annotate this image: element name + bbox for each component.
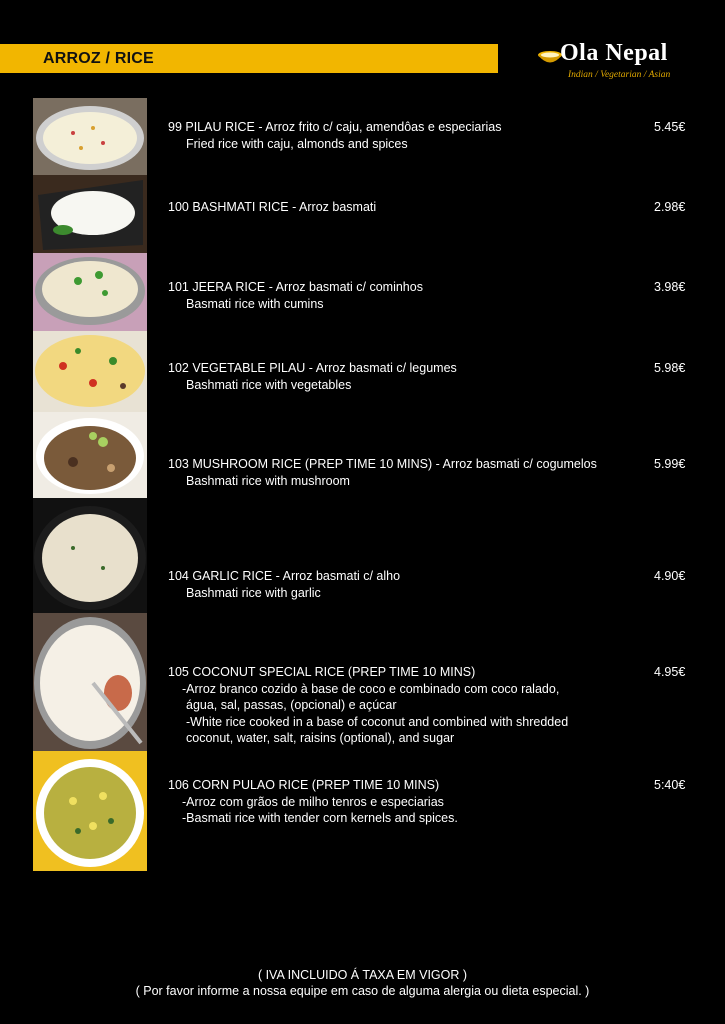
item-description: -Arroz com grãos de milho tenros e especiarias xyxy=(182,794,444,809)
menu-item xyxy=(168,456,638,489)
item-description: -Arroz branco cozido à base de coco e combinado com coco ralado, xyxy=(182,681,560,696)
section-title: ARROZ / RICE xyxy=(43,50,154,67)
logo xyxy=(536,40,686,85)
dish-photo-vegetable-pilau xyxy=(33,331,147,412)
item-title: 104 GARLIC RICE - Arroz basmati c/ alho xyxy=(168,569,401,583)
dish-photo-garlic-rice xyxy=(33,498,147,613)
dish-photo-jeera-rice xyxy=(33,253,147,331)
menu-item xyxy=(168,568,638,601)
item-price: 4.95€ xyxy=(654,665,686,679)
item-price: 5.45€ xyxy=(654,120,686,134)
menu-item xyxy=(168,777,638,827)
item-description: Bashmati rice with vegetables xyxy=(186,377,352,392)
item-price: 3.98€ xyxy=(654,280,686,294)
item-title: 101 JEERA RICE - Arroz basmati c/ cominhos xyxy=(168,280,423,294)
item-price: 2.98€ xyxy=(654,200,686,214)
item-price: 5:40€ xyxy=(654,778,686,792)
item-description: -Basmati rice with tender corn kernels and spices. xyxy=(182,811,458,825)
item-price: 5.99€ xyxy=(654,457,686,471)
tax-note: ( IVA INCLUIDO Á TAXA EM VIGOR ) xyxy=(257,968,468,982)
allergy-note: ( Por favor informe a nossa equipe em caso de alguma alergia ou dieta especial. ) xyxy=(135,984,590,998)
item-description: Bashmati rice with garlic xyxy=(186,585,321,600)
item-description: Bashmati rice with mushroom xyxy=(186,473,350,488)
item-title: 106 CORN PULAO RICE (PREP TIME 10 MINS) xyxy=(168,778,440,792)
dish-photo-corn-pulao-rice xyxy=(33,751,147,871)
item-title: 100 BASHMATI RICE - Arroz basmati xyxy=(168,200,377,214)
dish-photo-bashmati-rice xyxy=(33,175,147,253)
menu-item xyxy=(168,199,638,216)
dish-photo-coconut-special-rice xyxy=(33,613,147,751)
item-title: 105 COCONUT SPECIAL RICE (PREP TIME 10 MINS) xyxy=(168,665,476,679)
item-title: 102 VEGETABLE PILAU - Arroz basmati c/ legumes xyxy=(168,361,457,375)
item-description: coconut, water, salt, raisins (optional), and sugar xyxy=(186,731,455,745)
item-description: Fried rice with caju, almonds and spices xyxy=(186,136,408,151)
menu-item xyxy=(168,119,638,152)
logo-tagline: Indian / Vegetarian / Asian xyxy=(568,70,671,80)
menu-item xyxy=(168,360,638,393)
item-description: água, sal, passas, (opcional) e açúcar xyxy=(186,698,397,712)
menu-item xyxy=(168,664,638,747)
menu-item xyxy=(168,279,638,312)
item-description: -White rice cooked in a base of coconut and combined with shredded xyxy=(186,714,569,729)
item-title: 103 MUSHROOM RICE (PREP TIME 10 MINS) - Arroz basmati c/ cogumelos xyxy=(168,457,597,471)
dish-photo-pilau-rice xyxy=(33,98,147,175)
item-title: 99 PILAU RICE - Arroz frito c/ caju, amendôas e especiarias xyxy=(168,120,502,134)
item-description: Basmati rice with cumins xyxy=(186,296,324,311)
logo-name: Ola Nepal xyxy=(560,40,668,66)
dish-photo-mushroom-rice xyxy=(33,412,147,498)
item-price: 5.98€ xyxy=(654,361,686,375)
item-price: 4.90€ xyxy=(654,569,686,583)
